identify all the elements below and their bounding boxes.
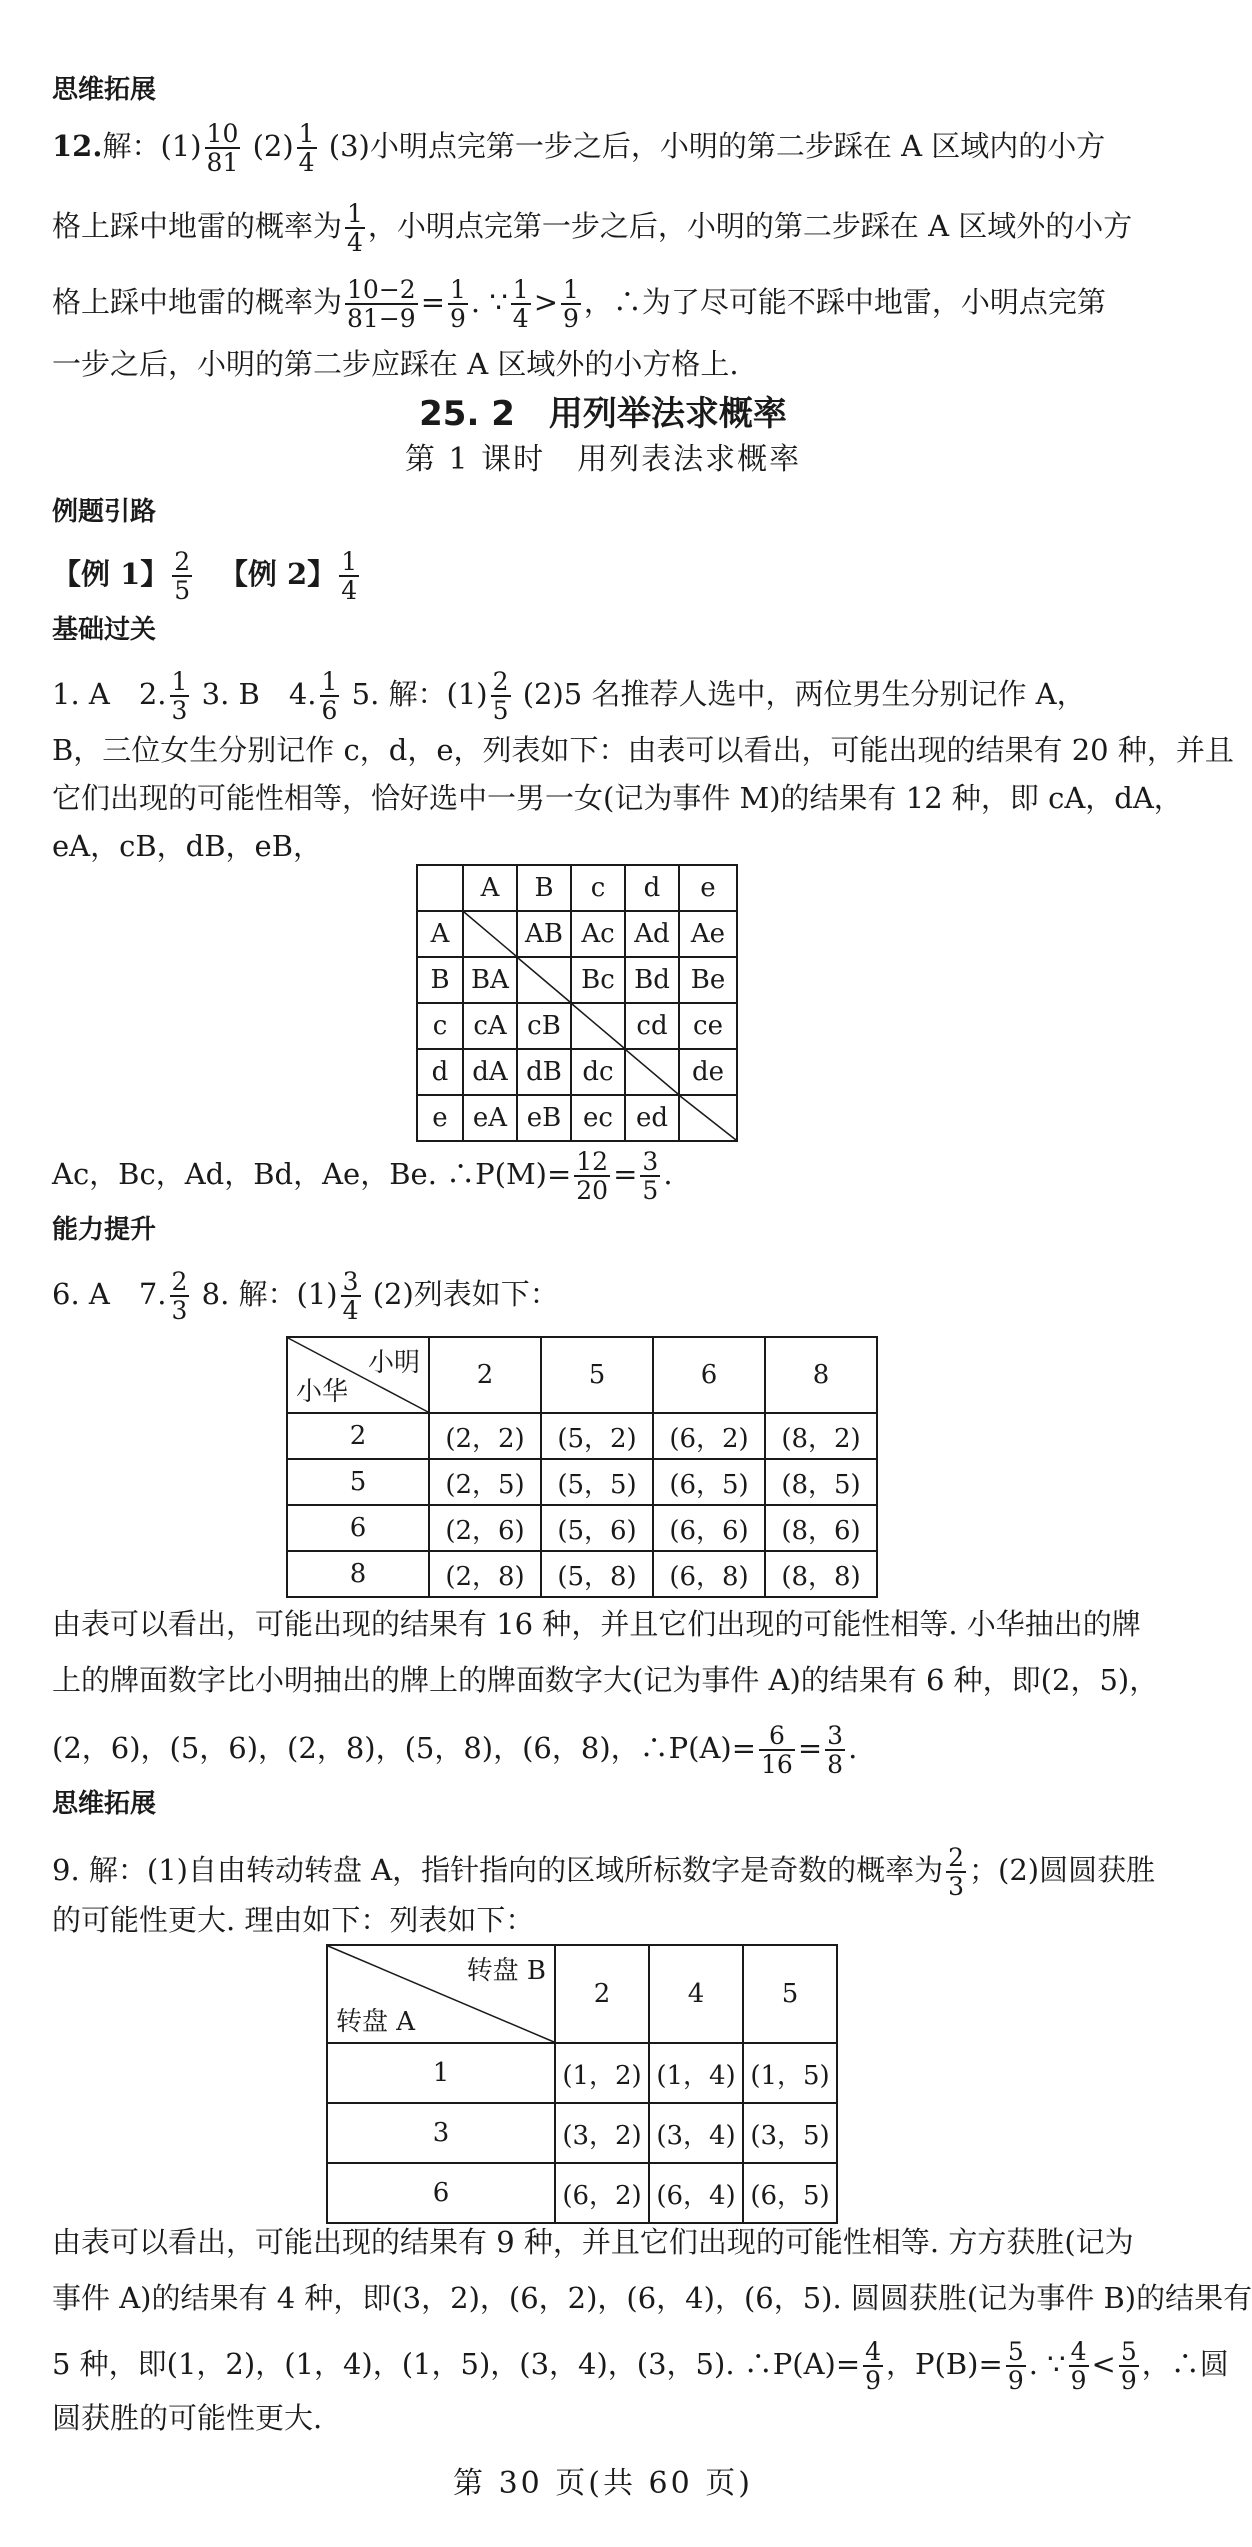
basic-line-3: 它们出现的可能性相等，恰好选中一男一女(记为事件 M)的结果有 12 种，即 cA，dA，	[52, 781, 1183, 815]
table-cell: (3，4)	[649, 2103, 743, 2163]
think-line-4: 事件 A)的结果有 4 种，即(3，2)，(6，2)，(6，4)，(6，5). 圆圆获胜(记为事件 B)的结果有	[52, 2281, 1252, 2315]
table-cell: eB	[517, 1095, 571, 1141]
section-heading-think-top: 思维拓展	[52, 75, 157, 105]
row-header-cell: 6	[327, 2163, 555, 2223]
fraction: $\frac{10-2}{81-9}$	[347, 275, 416, 333]
fraction: $\frac{1}{9}$	[563, 275, 579, 333]
table-cell: (3，2)	[555, 2103, 649, 2163]
table-cell: dc	[571, 1049, 625, 1095]
lesson-title: 第 1 课时 用列表法求概率	[404, 442, 802, 477]
basic-line-2: B，三位女生分别记作 c，d，e，列表如下：由表可以看出，可能出现的结果有 20 种，并且	[52, 733, 1234, 767]
table-cell: (2，2)	[429, 1413, 541, 1459]
example-1-label: 【例 1】	[52, 557, 170, 591]
q12-number: 12.	[52, 129, 103, 163]
text: 格上踩中地雷的概率为	[52, 209, 343, 243]
table-cell: ed	[625, 1095, 679, 1141]
think-line-1	[52, 1844, 1162, 1900]
fraction: $\frac{4}{9}$	[865, 2337, 882, 2395]
table-header-cell: 5	[743, 1945, 837, 2043]
corner-row-label: 小华	[296, 1377, 349, 1407]
text: .	[848, 1731, 858, 1765]
table-cell: (8，8)	[765, 1551, 877, 1597]
text: 解：(1)	[102, 129, 202, 163]
table-cards	[286, 1336, 878, 1598]
table-cell: d	[417, 1049, 463, 1095]
text: 5 种，即(1，2)，(1，4)，(1，5)，(3，4)，(3，5). ∴P(A)=	[52, 2347, 861, 2381]
table-cell: Ae	[679, 911, 737, 957]
text: . ∵	[470, 285, 508, 319]
fraction: $\frac{1}{6}$	[321, 667, 338, 725]
basic-line-4: eA，cB，dB，eB，	[52, 829, 323, 863]
fraction: $\frac{3}{5}$	[642, 1147, 659, 1205]
text: ，∴为了尽可能不踩中地雷，小明点完第	[583, 285, 1106, 319]
think-line-5	[52, 2337, 1229, 2395]
text: 1. A 2.	[52, 677, 167, 711]
think-line-2: 的可能性更大. 理由如下：列表如下：	[52, 1903, 535, 1937]
table-cell: cd	[625, 1003, 679, 1049]
table-row	[417, 1003, 737, 1049]
table-row	[327, 2163, 837, 2223]
row-header-cell: 8	[287, 1551, 429, 1597]
table-row	[417, 911, 737, 957]
table-cell: BA	[463, 957, 517, 1003]
table-cell: Bc	[571, 957, 625, 1003]
ability-line-4	[52, 1722, 1162, 1778]
diagonal-cell	[463, 911, 517, 957]
table-cell: e	[417, 1095, 463, 1141]
table-cell: (5，2)	[541, 1413, 653, 1459]
fraction: $\frac{2}{3}$	[171, 1267, 188, 1325]
row-header-cell: 6	[287, 1505, 429, 1551]
text: 9. 解：(1)自由转动转盘 A，指针指向的区域所标数字是奇数的概率为	[52, 1853, 944, 1887]
section-heading-ability: 能力提升	[52, 1215, 157, 1245]
fraction: $\frac{4}{9}$	[1070, 2337, 1087, 2395]
table-cell: dB	[517, 1049, 571, 1095]
diagonal-cell	[625, 1049, 679, 1095]
table-header-cell: 2	[429, 1337, 541, 1413]
table-cell: Be	[679, 957, 737, 1003]
table-cell: c	[571, 865, 625, 911]
fraction: $\frac{12}{20}$	[576, 1147, 609, 1205]
diagonal-cell	[517, 957, 571, 1003]
table-cell: ce	[679, 1003, 737, 1049]
table-cell: (2，8)	[429, 1551, 541, 1597]
basic-line-5	[52, 1148, 1162, 1204]
table-header-cell: 6	[653, 1337, 765, 1413]
diagonal-cell	[571, 1003, 625, 1049]
text: 6. A 7.	[52, 1277, 167, 1311]
corner-row-label: 转盘 A	[336, 2007, 416, 2037]
table-row	[287, 1459, 877, 1505]
table-cell: (3，5)	[743, 2103, 837, 2163]
table-cell: Bd	[625, 957, 679, 1003]
fraction: $\frac{1}{3}$	[171, 667, 188, 725]
row-header-cell: 1	[327, 2043, 555, 2103]
table-cell: d	[625, 865, 679, 911]
table-cell: cA	[463, 1003, 517, 1049]
table-gender-pairs	[416, 864, 738, 1142]
ability-line-2: 由表可以看出，可能出现的结果有 16 种，并且它们出现的可能性相等. 小华抽出的牌	[52, 1607, 1141, 1641]
table-cell: cB	[517, 1003, 571, 1049]
fraction: $\frac{1}{4}$	[512, 275, 529, 333]
think-line-6: 圆获胜的可能性更大.	[52, 2401, 323, 2435]
table-cell: (6，8)	[653, 1551, 765, 1597]
basic-line-1	[52, 668, 1162, 724]
corner-header-cell	[287, 1337, 429, 1413]
table-cell: (1，2)	[555, 2043, 649, 2103]
table-cell: ec	[571, 1095, 625, 1141]
table-cell: (6，5)	[653, 1459, 765, 1505]
table-cell: (5，5)	[541, 1459, 653, 1505]
table-row	[287, 1413, 877, 1459]
table-cell: AB	[517, 911, 571, 957]
text: 8. 解：(1)	[201, 1277, 338, 1311]
text: >	[533, 285, 559, 319]
fraction: $\frac{2}{5}$	[492, 667, 509, 725]
text: ，∴圆	[1141, 2347, 1229, 2381]
fraction: $\frac{10}{81}$	[206, 119, 239, 177]
examples-line	[52, 548, 1162, 604]
text: Ac，Bc，Ad，Bd，Ae，Be. ∴P(M)=	[52, 1157, 572, 1191]
text: 3. B 4.	[201, 677, 317, 711]
table-cell: (6，4)	[649, 2163, 743, 2223]
fraction: $\frac{1}{4}$	[347, 199, 363, 257]
fraction: $\frac{1}{4}$	[341, 547, 358, 605]
table-header-row	[417, 865, 737, 911]
section-title: 25. 2 用列举法求概率	[419, 394, 787, 434]
table-cell: (8，2)	[765, 1413, 877, 1459]
row-header-cell: 2	[287, 1413, 429, 1459]
text: =	[420, 285, 445, 319]
row-header-cell: 5	[287, 1459, 429, 1505]
diagonal-cell	[679, 1095, 737, 1141]
table-cell: (1，4)	[649, 2043, 743, 2103]
table-row	[287, 1551, 877, 1597]
page-footer: 第 30 页(共 60 页)	[453, 2466, 753, 2501]
fraction: $\frac{3}{4}$	[342, 1267, 359, 1325]
text: (2)	[252, 129, 294, 163]
table-cell: (2，5)	[429, 1459, 541, 1505]
table-cell: (1，5)	[743, 2043, 837, 2103]
table-header-cell: 8	[765, 1337, 877, 1413]
table-row	[417, 957, 737, 1003]
text: 格上踩中地雷的概率为	[52, 285, 343, 319]
text: .	[663, 1157, 673, 1191]
table-cell: eA	[463, 1095, 517, 1141]
ability-line-3: 上的牌面数字比小明抽出的牌上的牌面数字大(记为事件 A)的结果有 6 种，即(2，5)，	[52, 1663, 1159, 1697]
table-cell: Ac	[571, 911, 625, 957]
table-header-row	[287, 1337, 877, 1413]
table-cell: (5，8)	[541, 1551, 653, 1597]
corner-col-label: 转盘 B	[466, 1956, 546, 1986]
table-row	[417, 1095, 737, 1141]
table-cell: dA	[463, 1049, 517, 1095]
row-header-cell: 3	[327, 2103, 555, 2163]
table-cell: (8，6)	[765, 1505, 877, 1551]
table-cell: A	[417, 911, 463, 957]
table-cell: (6，2)	[653, 1413, 765, 1459]
table-cell: c	[417, 1003, 463, 1049]
table-row	[417, 1049, 737, 1095]
table-row	[287, 1505, 877, 1551]
table-cell	[417, 865, 463, 911]
corner-col-label: 小明	[367, 1348, 420, 1378]
ability-line-1	[52, 1268, 1162, 1324]
table-cell: e	[679, 865, 737, 911]
table-cell: de	[679, 1049, 737, 1095]
table-header-row	[327, 1945, 837, 2043]
text: ，小明点完第一步之后，小明的第二步踩在 A 区域外的小方	[367, 209, 1133, 243]
text: (2，6)，(5，6)，(2，8)，(5，8)，(6，8)，∴P(A)=	[52, 1731, 757, 1765]
fraction: $\frac{1}{4}$	[298, 119, 315, 177]
section-heading-think: 思维拓展	[52, 1789, 157, 1819]
fraction: $\frac{3}{8}$	[827, 1721, 844, 1779]
table-spinners	[326, 1944, 838, 2224]
p12-line-3	[52, 276, 1162, 332]
table-header-cell: 5	[541, 1337, 653, 1413]
table-row	[327, 2103, 837, 2163]
table-cell: (6，2)	[555, 2163, 649, 2223]
table-cell: B	[417, 957, 463, 1003]
text: =	[613, 1157, 638, 1191]
text: (2)5 名推荐人选中，两位男生分别记作 A，	[522, 677, 1086, 711]
text: ，P(B)=	[886, 2347, 1003, 2381]
table-cell: A	[463, 865, 517, 911]
table-header-cell: 2	[555, 1945, 649, 2043]
fraction: $\frac{2}{3}$	[948, 1843, 965, 1901]
table-cell: Ad	[625, 911, 679, 957]
table-row	[327, 2043, 837, 2103]
section-heading-examples: 例题引路	[52, 497, 157, 527]
text: 5. 解：(1)	[351, 677, 488, 711]
p12-line-1	[52, 120, 1162, 176]
p12-line-2	[52, 200, 1162, 256]
text: =	[797, 1731, 823, 1765]
table-cell: (2，6)	[429, 1505, 541, 1551]
fraction: $\frac{5}{9}$	[1120, 2337, 1137, 2395]
corner-header-cell	[327, 1945, 555, 2043]
table-header-cell: 4	[649, 1945, 743, 2043]
example-2-label: 【例 2】	[233, 557, 337, 591]
text: ；(2)圆圆获胜	[969, 1853, 1156, 1887]
think-line-3: 由表可以看出，可能出现的结果有 9 种，并且它们出现的可能性相等. 方方获胜(记为	[52, 2225, 1134, 2259]
table-cell: (5，6)	[541, 1505, 653, 1551]
fraction: $\frac{2}{5}$	[174, 547, 191, 605]
table-cell: (6，6)	[653, 1505, 765, 1551]
table-cell: B	[517, 865, 571, 911]
text: (3)小明点完第一步之后，小明的第二步踩在 A 区域内的小方	[328, 129, 1106, 163]
fraction: $\frac{5}{9}$	[1007, 2337, 1024, 2395]
table-cell: (6，5)	[743, 2163, 837, 2223]
text: . ∵	[1028, 2347, 1066, 2381]
section-heading-basic: 基础过关	[52, 615, 157, 645]
text: <	[1091, 2347, 1116, 2381]
table-cell: (8，5)	[765, 1459, 877, 1505]
text: (2)列表如下：	[372, 1277, 559, 1311]
fraction: $\frac{6}{16}$	[761, 1721, 793, 1779]
p12-line-4: 一步之后，小明的第二步应踩在 A 区域外的小方格上.	[52, 347, 739, 381]
fraction: $\frac{1}{9}$	[450, 275, 466, 333]
